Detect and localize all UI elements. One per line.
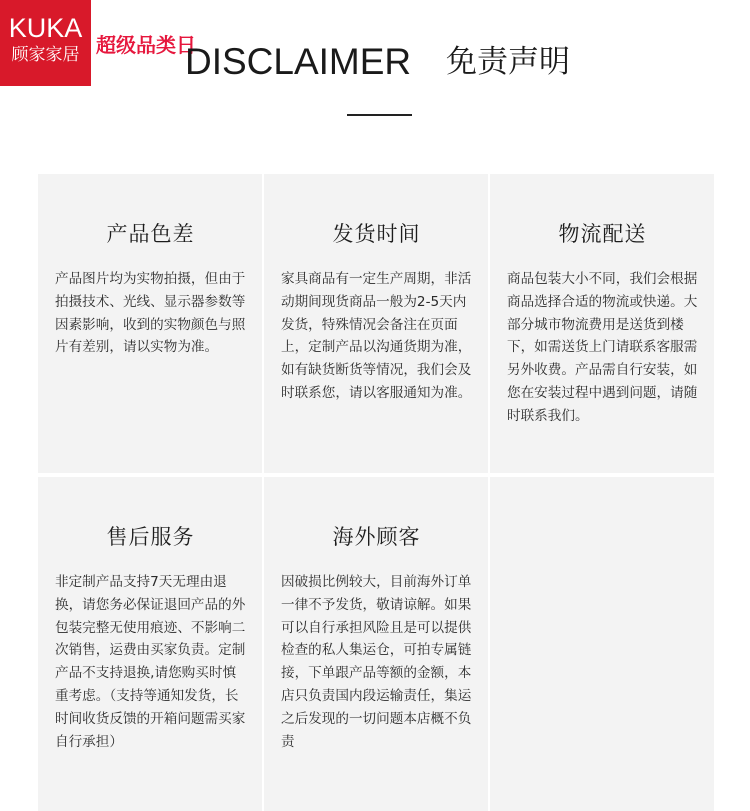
title-divider: [347, 114, 412, 116]
logo-brand-text: KUKA: [8, 13, 83, 43]
page-title-en: DISCLAIMER: [185, 41, 412, 82]
card-empty: [490, 477, 714, 811]
card-title: 海外顾客: [332, 525, 421, 549]
kuka-logo[interactable]: [0, 0, 91, 86]
card-body: 因破损比例较大，目前海外订单一律不予发货，敬请谅解。如果可以自行承担风险且是可以提供检查的私人集运仓，可拍专属链接，下单跟产品等额的金额，本店只负责国内段运输责任，集运之后发现的一切问题本店概不负责: [281, 574, 472, 750]
card-body: 产品图片均为实物拍摄，但由于拍摄技术、光线、显示器参数等因素影响，收到的实物颜色与照片有差别，请以实物为准。: [55, 271, 246, 356]
card-title: 发货时间: [332, 222, 421, 246]
disclaimer-grid: [38, 174, 714, 811]
card-color-difference: [38, 174, 262, 473]
card-body: 家具商品有一定生产周期，非活动期间现货商品一般为2-5天内发货，特殊情况会备注在页面上，定制产品以沟通货期为准，如有缺货断货等情况，我们会及时联系您，请以客服通知为准。: [281, 271, 472, 401]
promo-badge: 超级品类日: [96, 33, 196, 57]
card-body: 非定制产品支持7天无理由退换，请您务必保证退回产品的外包装完整无使用痕迹、不影响二次销售，运费由买家负责。定制产品不支持退换,请您购买时慎重考虑。（支持等通知发货，长时间收货反馈的开箱问题需买家自行承担）: [55, 574, 246, 750]
card-title: 物流配送: [558, 222, 647, 246]
card-body: 商品包装大小不同，我们会根据商品选择合适的物流或快递。大部分城市物流费用是送货到楼下，如需送货上门请联系客服需另外收费。产品需自行安装，如您在安装过程中遇到问题，请随时联系我们。: [507, 271, 698, 424]
card-overseas-customers: [264, 477, 488, 811]
card-logistics: [490, 174, 714, 473]
card-title: 产品色差: [106, 222, 195, 246]
card-shipping-time: [264, 174, 488, 473]
card-after-sales: [38, 477, 262, 811]
card-title: 售后服务: [106, 525, 195, 549]
page-title-cn: 免责声明: [446, 44, 570, 80]
logo-sub-text: 顾家家居: [11, 45, 80, 65]
